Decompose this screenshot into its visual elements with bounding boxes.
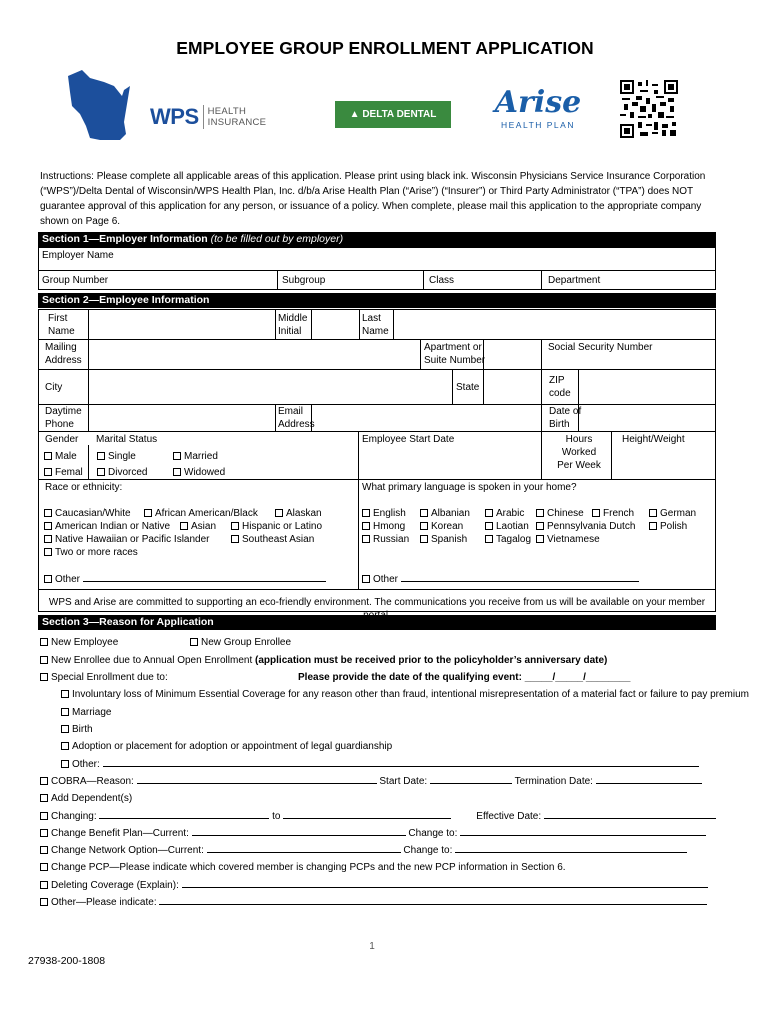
race-native-hawaiian-checkbox[interactable]: Native Hawaiian or Pacific Islander bbox=[44, 533, 210, 546]
cobra-termination-date-input[interactable] bbox=[596, 774, 702, 784]
widowed-checkbox[interactable]: Widowed bbox=[173, 466, 225, 479]
section2-title: Section 2—Employee Information bbox=[42, 294, 210, 306]
cobra-checkbox[interactable]: COBRA—Reason: Start Date: Termination Date: bbox=[40, 774, 702, 788]
daytime-phone-label: Daytime Phone bbox=[45, 406, 82, 430]
lang-albanian-checkbox[interactable]: Albanian bbox=[420, 507, 470, 520]
gender-label: Gender bbox=[45, 434, 79, 445]
deleting-coverage-input[interactable] bbox=[182, 878, 708, 888]
add-dependents-checkbox[interactable]: Add Dependent(s) bbox=[40, 792, 132, 805]
lang-tagalog-checkbox[interactable]: Tagalog bbox=[485, 533, 531, 546]
wps-logo-text: WPS bbox=[150, 104, 199, 129]
instructions-text: Instructions: Please complete all applicable areas of this application. Please print using black ink. Wisconsin Physicians Service Insurance Corporation (“WPS”)/Delta Dental of Wisconsin/WPS Health Plan, Inc. d/b/a Arise Health Plan (“Arise”) (“Insurer”) or Third Party Administrator (“TPA”) does NOT guarantee approval of this application for any person, or issuance of a policy. When complete, please mail this application to the appropriate company shown on Page 6. bbox=[40, 171, 706, 227]
page-title: EMPLOYEE GROUP ENROLLMENT APPLICATION bbox=[176, 38, 594, 58]
lang-spanish-checkbox[interactable]: Spanish bbox=[420, 533, 467, 546]
race-american-indian-checkbox[interactable]: American Indian or Native bbox=[44, 520, 170, 533]
male-checkbox[interactable]: Male bbox=[44, 450, 77, 463]
female-checkbox[interactable]: Femal bbox=[44, 466, 83, 479]
race-alaskan-checkbox[interactable]: Alaskan bbox=[275, 507, 322, 520]
special-other-input[interactable] bbox=[103, 757, 699, 767]
wps-logo-line1: HEALTH bbox=[207, 106, 247, 117]
section1-subtitle: (to be filled out by employer) bbox=[210, 233, 344, 245]
dob-label: Date of Birth bbox=[549, 406, 582, 430]
race-two-or-more-checkbox[interactable]: Two or more races bbox=[44, 546, 138, 559]
apartment-label: Apartment or Suite Number bbox=[424, 342, 486, 366]
arise-logo-sub: HEALTH PLAN bbox=[501, 120, 575, 130]
lang-arabic-checkbox[interactable]: Arabic bbox=[485, 507, 524, 520]
mailing-address-input[interactable] bbox=[89, 340, 420, 368]
section1-header bbox=[38, 232, 716, 247]
eco-friendly-note: WPS and Arise are committed to supporting an eco-friendly environment. The communications you receive from us will be available on your member bbox=[48, 597, 706, 608]
network-current-input[interactable] bbox=[207, 843, 401, 853]
lang-other-checkbox[interactable]: Other bbox=[362, 572, 639, 586]
married-checkbox[interactable]: Married bbox=[173, 450, 218, 463]
lang-hmong-checkbox[interactable]: Hmong bbox=[362, 520, 405, 533]
zip-input[interactable] bbox=[579, 370, 715, 403]
middle-initial-label: Middle Initial bbox=[278, 313, 308, 337]
email-label: Email Address bbox=[278, 406, 315, 430]
first-name-label: First Name bbox=[48, 313, 75, 337]
benefit-change-to-input[interactable] bbox=[460, 826, 706, 836]
class-field[interactable]: Class bbox=[429, 275, 455, 286]
qr-code-icon bbox=[620, 80, 678, 138]
other-indicate-input[interactable] bbox=[159, 895, 707, 905]
change-network-checkbox[interactable]: Change Network Option—Current: Change to: bbox=[40, 843, 687, 857]
first-name-input[interactable] bbox=[89, 310, 275, 338]
section1-title: Section 1—Employer Information bbox=[42, 233, 208, 245]
effective-date-input[interactable] bbox=[544, 809, 716, 819]
arise-logo-text: Arise bbox=[494, 85, 582, 120]
ssn-label: Social Security Number bbox=[548, 342, 653, 353]
last-name-label: Last Name bbox=[362, 313, 389, 337]
lang-english-checkbox[interactable]: English bbox=[362, 507, 406, 520]
annual-open-enrollment-checkbox[interactable]: New Enrollee due to Annual Open Enrollment (application must be received prior to the policyholder’s anniversary date) bbox=[40, 654, 607, 667]
zip-label: ZIP code bbox=[549, 375, 571, 399]
form-number: 27938-200-1808 bbox=[28, 955, 106, 967]
race-label: Race or ethnicity: bbox=[45, 482, 123, 493]
section3-header bbox=[38, 615, 716, 630]
changing-to-input[interactable] bbox=[283, 809, 451, 819]
race-other-input[interactable] bbox=[83, 572, 326, 582]
group-number-field[interactable]: Group Number bbox=[42, 275, 109, 286]
new-group-enrollee-checkbox[interactable]: New Group Enrollee bbox=[190, 636, 291, 649]
marital-status-label: Marital Status bbox=[96, 434, 158, 445]
adoption-checkbox[interactable]: Adoption or placement for adoption or appointment of legal guardianship bbox=[61, 740, 392, 753]
lang-russian-checkbox[interactable]: Russian bbox=[362, 533, 409, 546]
cobra-start-date-input[interactable] bbox=[430, 774, 512, 784]
special-enrollment-checkbox[interactable]: Special Enrollment due to: bbox=[40, 671, 168, 684]
lang-chinese-checkbox[interactable]: Chinese bbox=[536, 507, 584, 520]
lang-polish-checkbox[interactable]: Polish bbox=[649, 520, 687, 533]
network-change-to-input[interactable] bbox=[455, 843, 687, 853]
section3-title: Section 3—Reason for Application bbox=[42, 616, 214, 628]
deleting-coverage-checkbox[interactable]: Deleting Coverage (Explain): bbox=[40, 878, 708, 892]
hours-worked-label: Hours Worked Per Week bbox=[557, 434, 601, 471]
single-checkbox[interactable]: Single bbox=[97, 450, 136, 463]
race-other-checkbox[interactable]: Other bbox=[44, 572, 326, 586]
city-label: City bbox=[45, 382, 63, 393]
changing-from-input[interactable] bbox=[99, 809, 269, 819]
section1-form bbox=[38, 247, 716, 290]
language-label: What primary language is spoken in your home? bbox=[362, 482, 577, 493]
city-input[interactable] bbox=[89, 370, 452, 403]
qualifying-event-date-field[interactable]: Please provide the date of the qualifying event: _____/_____/________ bbox=[298, 672, 631, 683]
new-employee-checkbox[interactable]: New Employee bbox=[40, 636, 118, 649]
divorced-checkbox[interactable]: Divorced bbox=[97, 466, 147, 479]
employee-start-date-label: Employee Start Date bbox=[362, 434, 455, 445]
changing-checkbox[interactable]: Changing: to Effective Date: bbox=[40, 809, 716, 823]
birth-checkbox[interactable]: Birth bbox=[61, 723, 93, 736]
state-label: State bbox=[456, 382, 480, 393]
delta-dental-text: DELTA DENTAL bbox=[362, 109, 437, 120]
delta-triangle-icon: ▲ bbox=[349, 109, 363, 120]
employer-name-field[interactable]: Employer Name bbox=[42, 250, 114, 261]
race-african-american-checkbox[interactable]: African American/Black bbox=[144, 507, 258, 520]
change-pcp-checkbox[interactable]: Change PCP—Please indicate which covered member is changing PCPs and the new PCP information in Section 6. bbox=[40, 861, 566, 874]
wps-logo bbox=[150, 104, 266, 130]
mailing-address-label: Mailing Address bbox=[45, 342, 82, 366]
special-other-checkbox[interactable]: Other: bbox=[61, 757, 699, 771]
race-southeast-asian-checkbox[interactable]: Southeast Asian bbox=[231, 533, 314, 546]
lang-vietnamese-checkbox[interactable]: Vietnamese bbox=[536, 533, 600, 546]
section2-header bbox=[38, 293, 716, 308]
height-weight-label: Height/Weight bbox=[622, 434, 685, 445]
delta-dental-logo bbox=[335, 101, 451, 128]
wps-logo-line2: INSURANCE bbox=[207, 117, 267, 128]
page-number: 1 bbox=[369, 941, 375, 952]
middle-initial-input[interactable] bbox=[312, 310, 359, 338]
race-asian-checkbox[interactable]: Asian bbox=[180, 520, 216, 533]
subgroup-field[interactable]: Subgroup bbox=[282, 275, 326, 286]
marriage-checkbox[interactable]: Marriage bbox=[61, 706, 111, 719]
lang-french-checkbox[interactable]: French bbox=[592, 507, 634, 520]
lang-pennsylvania-dutch-checkbox[interactable]: Pennsylvania Dutch bbox=[536, 520, 635, 533]
lang-korean-checkbox[interactable]: Korean bbox=[420, 520, 463, 533]
lang-other-input[interactable] bbox=[401, 572, 639, 582]
cobra-reason-input[interactable] bbox=[137, 774, 377, 784]
other-indicate-checkbox[interactable]: Other—Please indicate: bbox=[40, 895, 707, 909]
race-caucasian-checkbox[interactable]: Caucasian/White bbox=[44, 507, 131, 520]
change-benefit-plan-checkbox[interactable]: Change Benefit Plan—Current: Change to: bbox=[40, 826, 706, 840]
department-field[interactable]: Department bbox=[548, 275, 601, 286]
benefit-current-input[interactable] bbox=[192, 826, 406, 836]
lang-german-checkbox[interactable]: German bbox=[649, 507, 696, 520]
involuntary-loss-checkbox[interactable]: Involuntary loss of Minimum Essential Coverage for any reason other than fraud, intentional misrepresentation of a material fact or failure to pay premium bbox=[61, 688, 749, 701]
race-hispanic-checkbox[interactable]: Hispanic or Latino bbox=[231, 520, 322, 533]
last-name-input[interactable] bbox=[394, 310, 715, 338]
wisconsin-map-icon bbox=[60, 66, 140, 146]
arise-logo bbox=[488, 85, 588, 130]
lang-laotian-checkbox[interactable]: Laotian bbox=[485, 520, 529, 533]
